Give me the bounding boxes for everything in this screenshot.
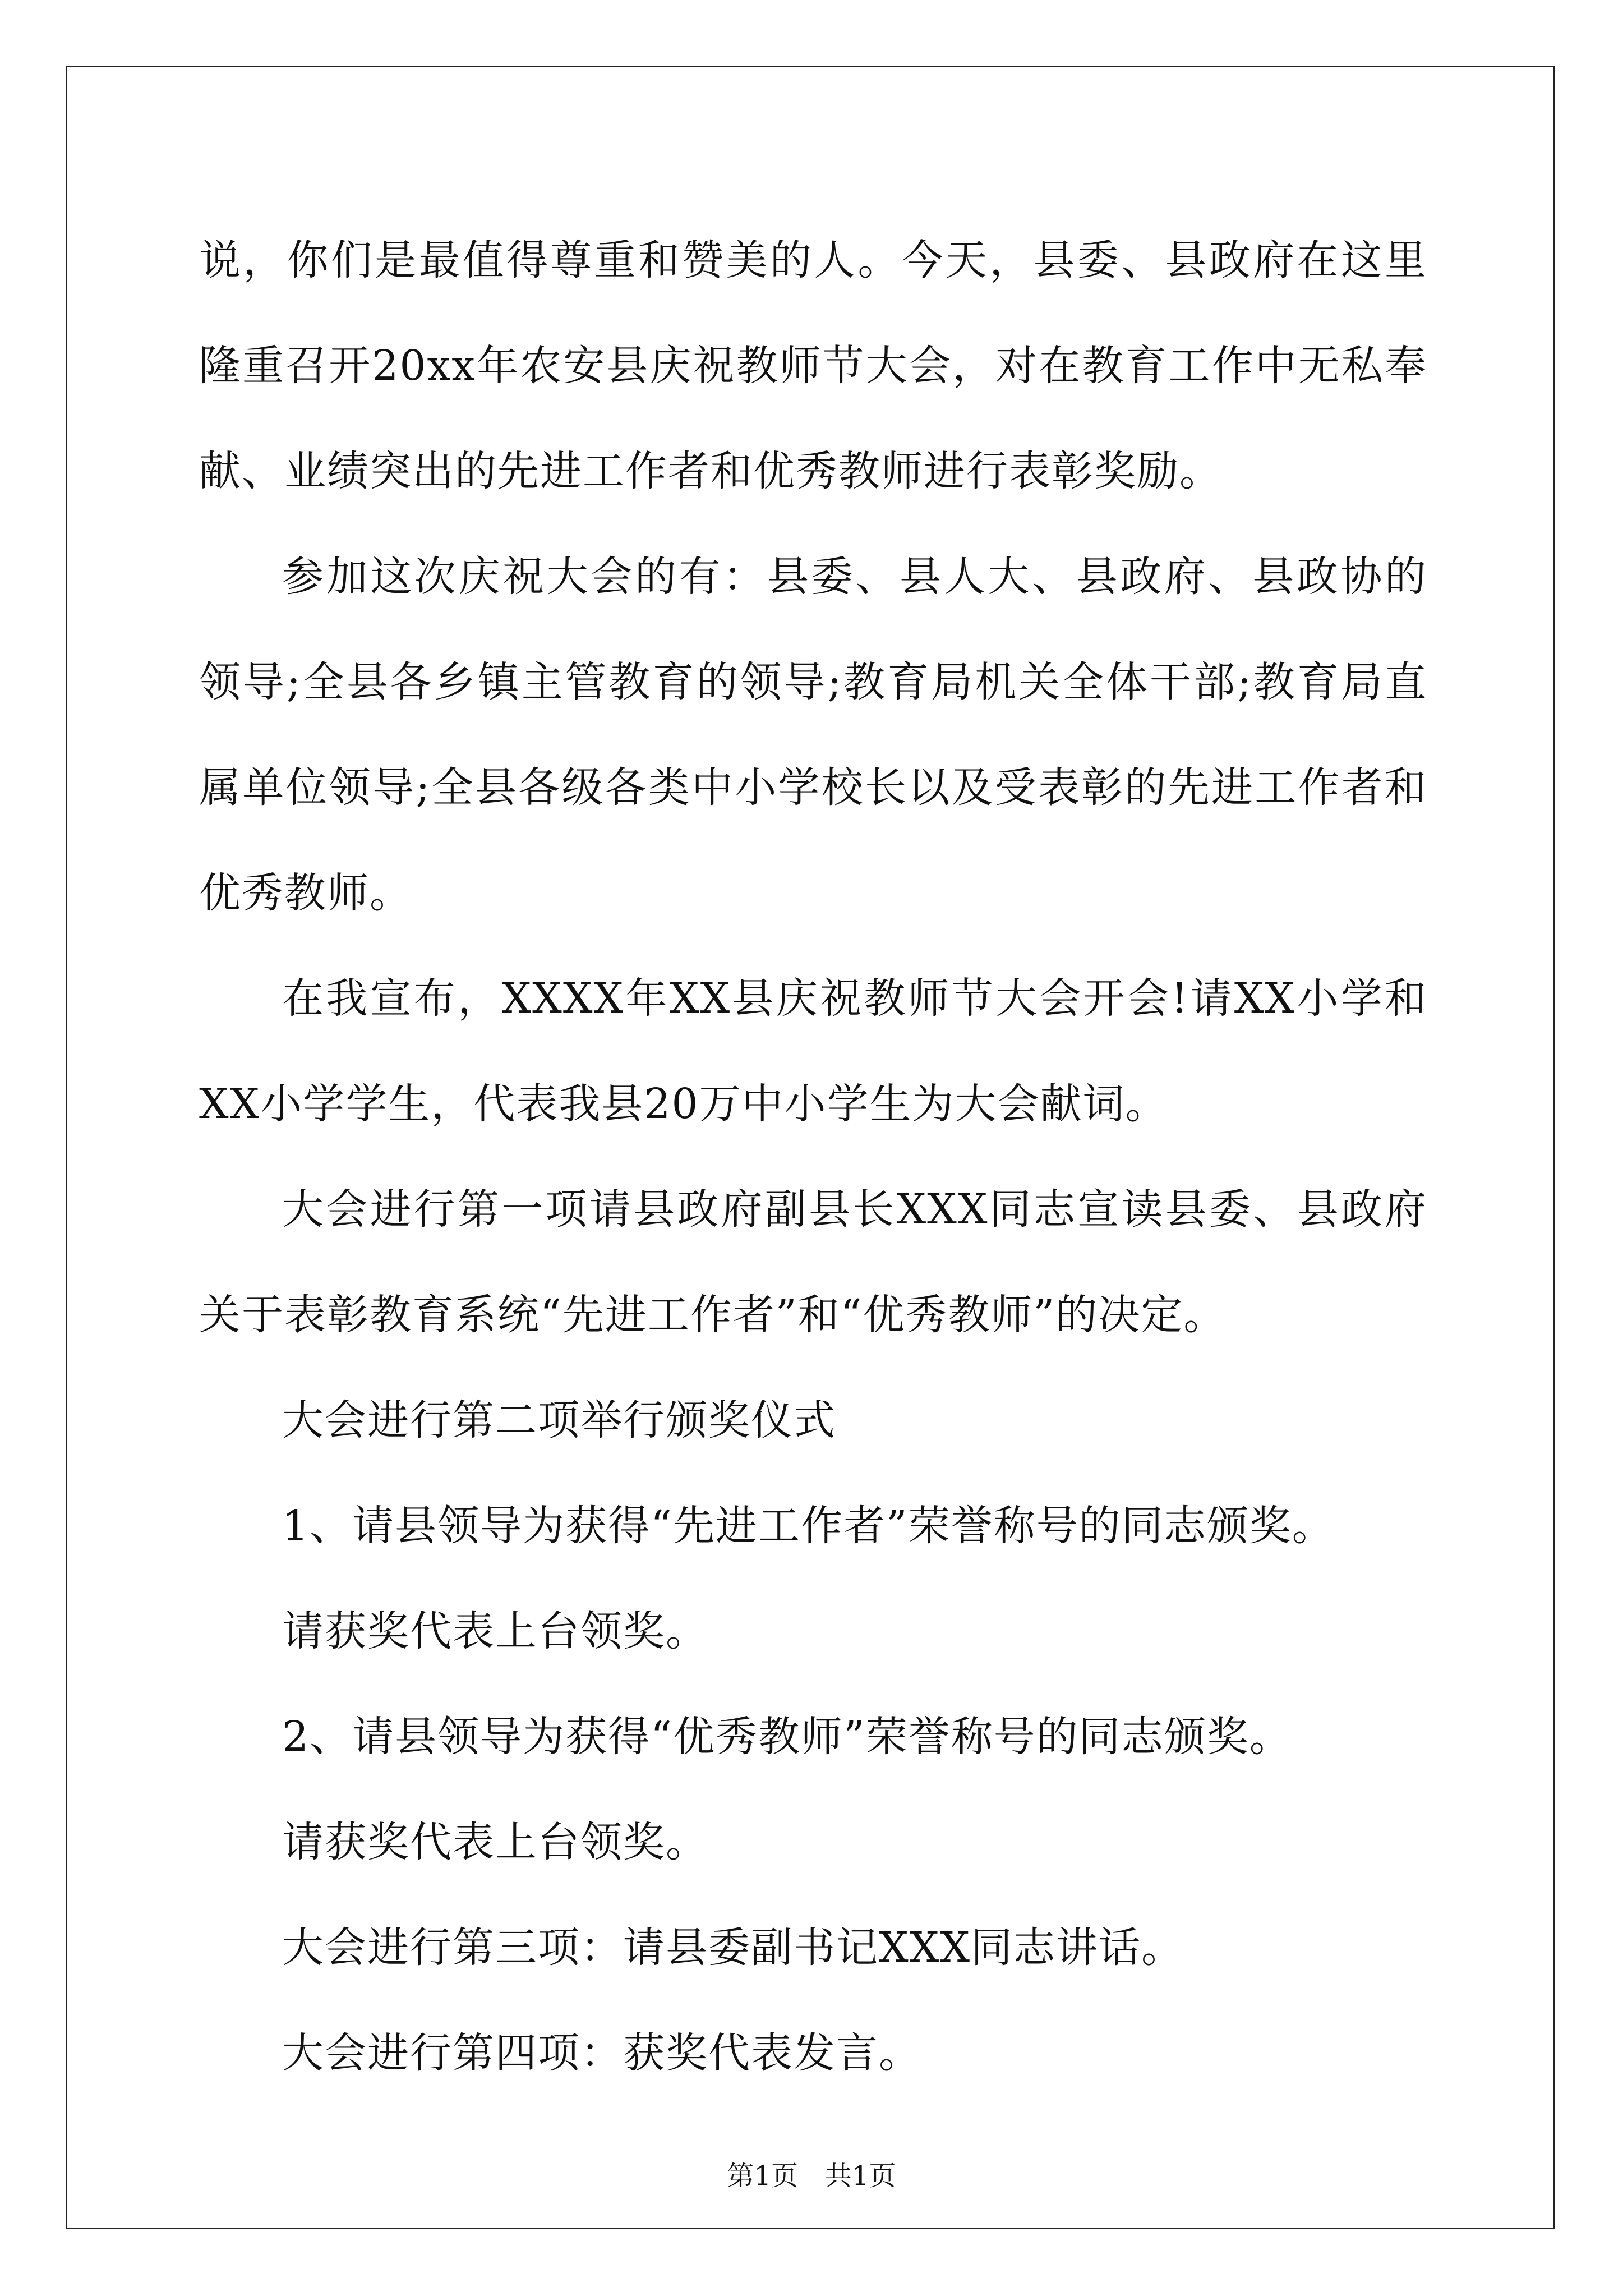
paragraph: 2、请县领导为获得“优秀教师”荣誉称号的同志颁奖。 xyxy=(282,1713,1292,1761)
paragraph: 大会进行第一项请县政府副县长XXX同志宣读县委、县政府关于表彰教育系统“先进工作者”和“优秀教师”的决定。 xyxy=(199,1185,1427,1339)
paragraph: 参加这次庆祝大会的有：县委、县人大、县政府、县政协的领导;全县各乡镇主管教育的领导;教育局机关全体干部;教育局直属单位领导;全县各级各类中小学校长以及受表彰的先进工作者和优秀教师。 xyxy=(199,553,1427,917)
paragraph: 大会进行第二项举行颁奖仪式 xyxy=(282,1396,836,1444)
paragraph: 请获奖代表上台领奖。 xyxy=(282,1818,708,1866)
paragraph: 大会进行第三项：请县委副书记XXX同志讲话。 xyxy=(282,1924,1184,1972)
paragraph: 大会进行第四项：获奖代表发言。 xyxy=(282,2029,921,2077)
paragraph: 请获奖代表上台领奖。 xyxy=(282,1607,708,1655)
paragraph: 在我宣布，XXXX年XX县庆祝教师节大会开会!请XX小学和XX小学学生，代表我县20万中小学生为大会献词。 xyxy=(199,974,1427,1128)
page-footer: 第1页 共1页 xyxy=(727,2160,896,2192)
paragraph: 1、请县领导为获得“先进工作者”荣誉称号的同志颁奖。 xyxy=(282,1502,1335,1550)
paragraph: 说，你们是最值得尊重和赞美的人。今天，县委、县政府在这里隆重召开20xx年农安县庆祝教师节大会，对在教育工作中无私奉献、业绩突出的先进工作者和优秀教师进行表彰奖励。 xyxy=(199,236,1427,495)
document-body xyxy=(199,208,1427,2106)
